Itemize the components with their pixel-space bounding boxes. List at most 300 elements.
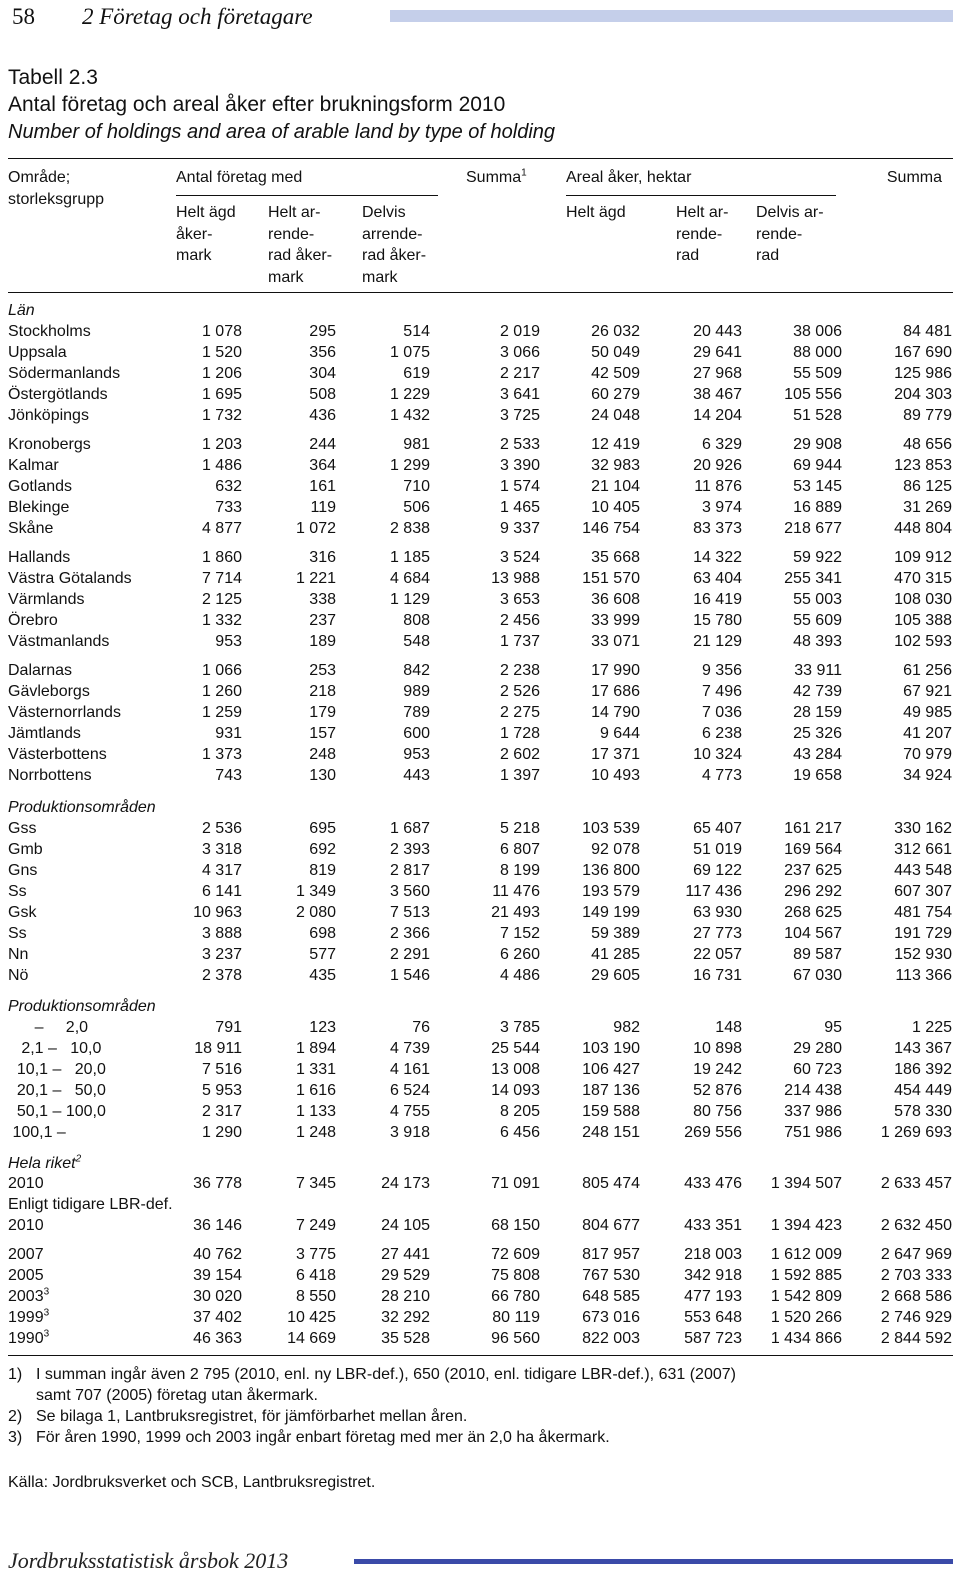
row-label [8,1194,173,1215]
cell-col-4: 8 205 [499,1103,540,1120]
cell-col-2: 7 345 [295,1175,336,1192]
table-row [0,455,960,476]
table-subtitle: Number of holdings and area of arable land by type of holding [8,121,556,143]
table-row [0,405,960,426]
cell-col-3: 989 [403,683,430,700]
table-row [0,476,960,497]
row-label [8,1038,101,1059]
footnote-marker: 3) [8,1429,23,1446]
row-label-text: 2007 [8,1246,44,1263]
row-label [8,518,53,539]
cell-col-2: 253 [309,662,336,679]
row-label-text: Västmanlands [8,633,110,650]
cell-col-2: 237 [309,612,336,629]
cell-col-1: 2 536 [201,820,242,837]
cell-col-3: 29 529 [381,1267,430,1284]
table-row [0,1059,960,1080]
cell-col-1: 1 203 [201,436,242,453]
cell-col-1: 632 [215,478,242,495]
cell-col-4: 4 486 [499,967,540,984]
cell-col-7: 55 509 [793,365,842,382]
table-row [0,660,960,681]
cell-col-8: 2 633 457 [880,1175,952,1192]
cell-col-3: 76 [412,1019,430,1036]
cell-col-1: 37 402 [193,1309,242,1326]
cell-col-5: 822 003 [582,1330,640,1347]
cell-col-5: 187 136 [582,1082,640,1099]
cell-col-4: 72 609 [491,1246,540,1263]
cell-col-5: 804 677 [582,1217,640,1234]
footer-title: Jordbruksstatistisk årsbok 2013 [8,1548,289,1573]
row-label-text: Västernorrlands [8,704,121,721]
cell-col-8: 61 256 [903,662,952,679]
table-row [0,723,960,744]
cell-col-6: 38 467 [693,386,742,403]
table-row [0,1101,960,1122]
cell-col-6: 27 773 [693,925,742,942]
cell-col-3: 7 513 [389,904,430,921]
cell-col-3: 35 528 [381,1330,430,1347]
row-label [8,723,81,744]
cell-col-4: 3 785 [499,1019,540,1036]
table-row [0,902,960,923]
table-row [0,321,960,342]
cell-col-5: 21 104 [591,478,640,495]
row-label-text: Jämtlands [8,725,81,742]
cell-col-4: 2 602 [499,746,540,763]
cell-col-7: 104 567 [784,925,842,942]
cell-col-4: 96 560 [491,1330,540,1347]
cell-col-7: 296 292 [784,883,842,900]
cell-col-5: 35 668 [591,549,640,566]
cell-col-1: 3 318 [201,841,242,858]
row-label-text: Gmb [8,841,43,858]
cell-col-4: 13 988 [491,570,540,587]
row-label [8,839,43,860]
row-label [8,1080,106,1101]
cell-col-3: 1 299 [389,457,430,474]
cell-col-1: 1 732 [201,407,242,424]
cell-col-2: 316 [309,549,336,566]
row-label [8,944,28,965]
cell-col-8: 330 162 [894,820,952,837]
cell-col-8: 481 754 [894,904,952,921]
table-row [0,1307,960,1328]
row-label-text: 2003 [8,1288,44,1305]
header-bar [390,10,953,22]
row-label [8,497,69,518]
cell-col-1: 7 714 [201,570,242,587]
row-label-sup: 3 [43,1307,50,1319]
cell-col-5: 10 493 [591,767,640,784]
cell-col-2: 1 331 [295,1061,336,1078]
cell-col-5: 817 957 [582,1246,640,1263]
row-label [8,1328,49,1349]
cell-col-1: 1 520 [201,344,242,361]
cell-col-1: 953 [215,633,242,650]
cell-col-5: 103 539 [582,820,640,837]
cell-col-4: 1 728 [499,725,540,742]
row-label-sup: 3 [43,1328,50,1340]
cell-col-3: 981 [403,436,430,453]
row-label [8,1286,49,1307]
cell-col-7: 33 911 [794,662,842,679]
cell-col-1: 18 911 [194,1040,242,1057]
cell-col-1: 1 206 [201,365,242,382]
cell-col-6: 9 356 [701,662,742,679]
cell-col-3: 1 687 [389,820,430,837]
cell-col-2: 161 [309,478,336,495]
cell-col-2: 508 [309,386,336,403]
cell-col-7: 218 677 [784,520,842,537]
table-top-rule [8,158,953,159]
cell-col-3: 842 [403,662,430,679]
cell-col-7: 55 003 [793,591,842,608]
cell-col-6: 69 122 [693,862,742,879]
cell-col-1: 3 237 [201,946,242,963]
cell-col-7: 43 284 [793,746,842,763]
cell-col-3: 2 817 [389,862,430,879]
cell-col-3: 514 [403,323,430,340]
cell-col-3: 710 [403,478,430,495]
footnote-marker: 2) [8,1408,23,1425]
cell-col-3: 28 210 [381,1288,430,1305]
cell-col-7: 1 542 809 [770,1288,842,1305]
cell-col-2: 1 349 [295,883,336,900]
cell-col-4: 8 199 [499,862,540,879]
cell-col-5: 151 570 [582,570,640,587]
cell-col-2: 10 425 [287,1309,336,1326]
cell-col-7: 59 922 [793,549,842,566]
cell-col-4: 3 066 [499,344,540,361]
cell-col-6: 29 641 [693,344,742,361]
header-col-helt-arrenderad: Helt ar- rende- rad åker- mark [268,204,333,286]
row-label-text: Gsk [8,904,37,921]
cell-col-5: 29 605 [591,967,640,984]
cell-col-5: 14 790 [591,704,640,721]
cell-col-3: 4 684 [389,570,430,587]
cell-col-2: 189 [309,633,336,650]
cell-col-7: 161 217 [784,820,842,837]
table-row [0,568,960,589]
cell-col-8: 578 330 [894,1103,952,1120]
row-label-text: Gss [8,820,37,837]
cell-col-6: 16 731 [693,967,742,984]
cell-col-8: 31 269 [903,499,952,516]
cell-col-7: 105 556 [784,386,842,403]
cell-col-7: 29 908 [793,436,842,453]
cell-col-3: 2 393 [389,841,430,858]
cell-col-2: 3 775 [295,1246,336,1263]
chapter-title: 2 Företag och företagare [82,4,313,29]
header-col-delvis-arrenderad: Delvis arrende- rad åker- mark [362,204,427,286]
row-label [8,902,36,923]
table-row [0,342,960,363]
cell-col-6: 65 407 [693,820,742,837]
cell-col-8: 2 844 592 [880,1330,952,1347]
cell-col-2: 819 [309,862,336,879]
table-row [0,1328,960,1349]
cell-col-7: 214 438 [784,1082,842,1099]
cell-col-6: 16 419 [693,591,742,608]
row-label [8,321,91,342]
row-label [8,881,27,902]
cell-col-5: 159 588 [582,1103,640,1120]
table-row [0,1215,960,1236]
cell-col-1: 46 363 [193,1330,242,1347]
row-label [8,923,27,944]
header-area-line: storleksgrupp [8,190,105,208]
cell-col-1: 1 695 [201,386,242,403]
cell-col-8: 89 779 [903,407,952,424]
row-label-text: 100,1 – [8,1124,66,1141]
row-label-text: Kronobergs [8,436,91,453]
cell-col-8: 186 392 [894,1061,952,1078]
cell-col-1: 1 259 [201,704,242,721]
cell-col-3: 1 075 [389,344,430,361]
cell-col-8: 470 315 [894,570,952,587]
cell-col-1: 4 877 [201,520,242,537]
cell-col-2: 295 [309,323,336,340]
cell-col-5: 9 644 [599,725,640,742]
group-rule-count [176,195,438,196]
cell-col-8: 34 924 [903,767,952,784]
row-label [8,568,132,589]
cell-col-1: 1 066 [201,662,242,679]
cell-col-6: 477 193 [684,1288,742,1305]
cell-col-6: 117 436 [685,883,742,900]
cell-col-7: 337 986 [784,1103,842,1120]
row-label [8,1122,66,1143]
header-col-helt-agd-area: Helt ägd [566,204,626,221]
cell-col-2: 364 [309,457,336,474]
row-label-text: Kalmar [8,457,59,474]
cell-col-4: 68 150 [491,1217,540,1234]
page-number: 58 [12,4,35,29]
cell-col-6: 11 876 [694,478,742,495]
cell-col-8: 204 303 [894,386,952,403]
cell-col-7: 1 394 507 [770,1175,842,1192]
cell-col-1: 7 516 [201,1061,242,1078]
cell-col-1: 2 378 [201,967,242,984]
row-label-text: 1990 [8,1330,44,1347]
row-label [8,631,109,652]
cell-col-4: 75 808 [491,1267,540,1284]
cell-col-1: 1 078 [201,323,242,340]
cell-col-4: 1 397 [499,767,540,784]
table-bottom-rule [8,1355,953,1356]
row-label-text: Blekinge [8,499,70,516]
cell-col-6: 27 968 [693,365,742,382]
cell-col-6: 20 926 [693,457,742,474]
cell-col-8: 312 661 [894,841,952,858]
cell-col-6: 20 443 [693,323,742,340]
cell-col-8: 102 593 [894,633,952,650]
cell-col-6: 52 876 [693,1082,742,1099]
cell-col-7: 38 006 [793,323,842,340]
cell-col-5: 146 754 [582,520,640,537]
cell-col-2: 695 [309,820,336,837]
cell-col-3: 4 739 [389,1040,430,1057]
section-title-hela-riket: Hela riket$^2$ [8,1153,82,1172]
footnote-text: Se bilaga 1, Lantbruksregistret, för jämförbarhet mellan åren. [36,1408,468,1425]
cell-col-3: 24 105 [381,1217,430,1234]
row-label [8,384,108,405]
cell-col-3: 2 838 [389,520,430,537]
cell-col-3: 548 [403,633,430,650]
row-label [8,455,59,476]
cell-col-7: 19 658 [793,767,842,784]
cell-col-3: 808 [403,612,430,629]
cell-col-8: 123 853 [894,457,952,474]
cell-col-4: 25 544 [491,1040,540,1057]
cell-col-4: 2 238 [499,662,540,679]
cell-col-2: 692 [309,841,336,858]
cell-col-6: 7 496 [701,683,742,700]
cell-col-1: 743 [215,767,242,784]
cell-col-5: 982 [613,1019,640,1036]
cell-col-5: 106 427 [582,1061,640,1078]
cell-col-2: 577 [309,946,336,963]
cell-col-2: 7 249 [295,1217,336,1234]
cell-col-8: 443 548 [894,862,952,879]
cell-col-8: 125 986 [894,365,952,382]
header-area [8,167,104,210]
cell-col-1: 1 332 [201,612,242,629]
row-label [8,476,72,497]
table-row [0,923,960,944]
cell-col-2: 8 550 [295,1288,336,1305]
row-label-text: Ss [8,883,27,900]
cell-col-4: 21 493 [491,904,540,921]
cell-col-2: 1 072 [295,520,336,537]
footnote-text: För åren 1990, 1999 och 2003 ingår enbart företag med mer än 2,0 ha åkermark. [36,1429,610,1446]
cell-col-6: 15 780 [693,612,742,629]
cell-col-3: 443 [403,767,430,784]
cell-col-5: 92 078 [591,841,640,858]
cell-col-6: 10 324 [693,746,742,763]
cell-col-4: 11 476 [492,883,540,900]
cell-col-5: 42 509 [591,365,640,382]
cell-col-6: 51 019 [693,841,742,858]
table-row [0,497,960,518]
group-rule-area [566,195,836,196]
cell-col-6: 83 373 [693,520,742,537]
cell-col-1: 36 146 [193,1217,242,1234]
cell-col-8: 113 366 [895,967,952,984]
table-row [0,434,960,455]
cell-col-4: 5 218 [499,820,540,837]
table-row [0,681,960,702]
cell-col-6: 4 773 [701,767,742,784]
row-label [8,702,121,723]
row-label-text: Örebro [8,612,58,629]
cell-col-7: 1 394 423 [770,1217,842,1234]
cell-col-2: 698 [309,925,336,942]
cell-col-7: 16 889 [793,499,842,516]
cell-col-3: 2 366 [389,925,430,942]
row-label-text: Jönköpings [8,407,89,424]
row-label-text: Nö [8,967,29,984]
cell-col-3: 4 161 [389,1061,430,1078]
cell-col-1: 36 778 [193,1175,242,1192]
row-label-text: Gävleborgs [8,683,90,700]
cell-col-6: 433 476 [684,1175,742,1192]
cell-col-3: 32 292 [381,1309,430,1326]
cell-col-2: 244 [309,436,336,453]
row-label [8,1244,44,1265]
cell-col-2: 248 [309,746,336,763]
cell-col-2: 119 [310,499,336,516]
cell-col-3: 1 546 [389,967,430,984]
cell-col-8: 109 912 [894,549,952,566]
cell-col-1: 791 [215,1019,242,1036]
cell-col-6: 63 930 [693,904,742,921]
row-label-text: Dalarnas [8,662,73,679]
cell-col-8: 2 668 586 [880,1288,952,1305]
table-row [0,1194,960,1215]
cell-col-5: 12 419 [591,436,640,453]
row-label-text: Gotlands [8,478,73,495]
row-label-sup: 3 [43,1286,50,1298]
cell-col-4: 2 526 [499,683,540,700]
cell-col-5: 17 371 [591,746,640,763]
cell-col-6: 7 036 [701,704,742,721]
cell-col-7: 28 159 [793,704,842,721]
cell-col-7: 88 000 [793,344,842,361]
row-label-text: 1999 [8,1309,44,1326]
row-label-text: Nn [8,946,29,963]
cell-col-7: 95 [824,1019,842,1036]
cell-col-7: 48 393 [793,633,842,650]
table-row [0,881,960,902]
cell-col-1: 1 860 [201,549,242,566]
cell-col-5: 248 151 [582,1124,640,1141]
cell-col-8: 607 307 [894,883,952,900]
row-label-text: 20,1 – 50,0 [8,1082,106,1099]
cell-col-2: 436 [309,407,336,424]
cell-col-3: 2 291 [389,946,430,963]
cell-col-1: 39 154 [193,1267,242,1284]
cell-col-4: 2 217 [499,365,540,382]
cell-col-8: 84 481 [903,323,952,340]
cell-col-4: 9 337 [499,520,540,537]
cell-col-4: 71 091 [491,1175,540,1192]
row-label [8,965,28,986]
cell-col-5: 673 016 [582,1309,640,1326]
cell-col-2: 2 080 [295,904,336,921]
cell-col-4: 1 465 [499,499,540,516]
cell-col-8: 2 632 450 [880,1217,952,1234]
cell-col-5: 33 071 [591,633,640,650]
row-label [8,681,90,702]
table-row [0,744,960,765]
row-label [8,405,89,426]
table-row [0,765,960,786]
cell-col-6: 14 204 [693,407,742,424]
cell-col-7: 268 625 [784,904,842,921]
table-row [0,1017,960,1038]
header-group-area: Areal åker, hektar [566,169,692,186]
row-label [8,765,92,786]
cell-col-7: 1 434 866 [770,1330,842,1347]
table-row [0,1265,960,1286]
row-label [8,1017,88,1038]
cell-col-3: 1 185 [389,549,430,566]
cell-col-1: 2 125 [201,591,242,608]
cell-col-7: 1 592 885 [770,1267,842,1284]
cell-col-1: 1 486 [201,457,242,474]
